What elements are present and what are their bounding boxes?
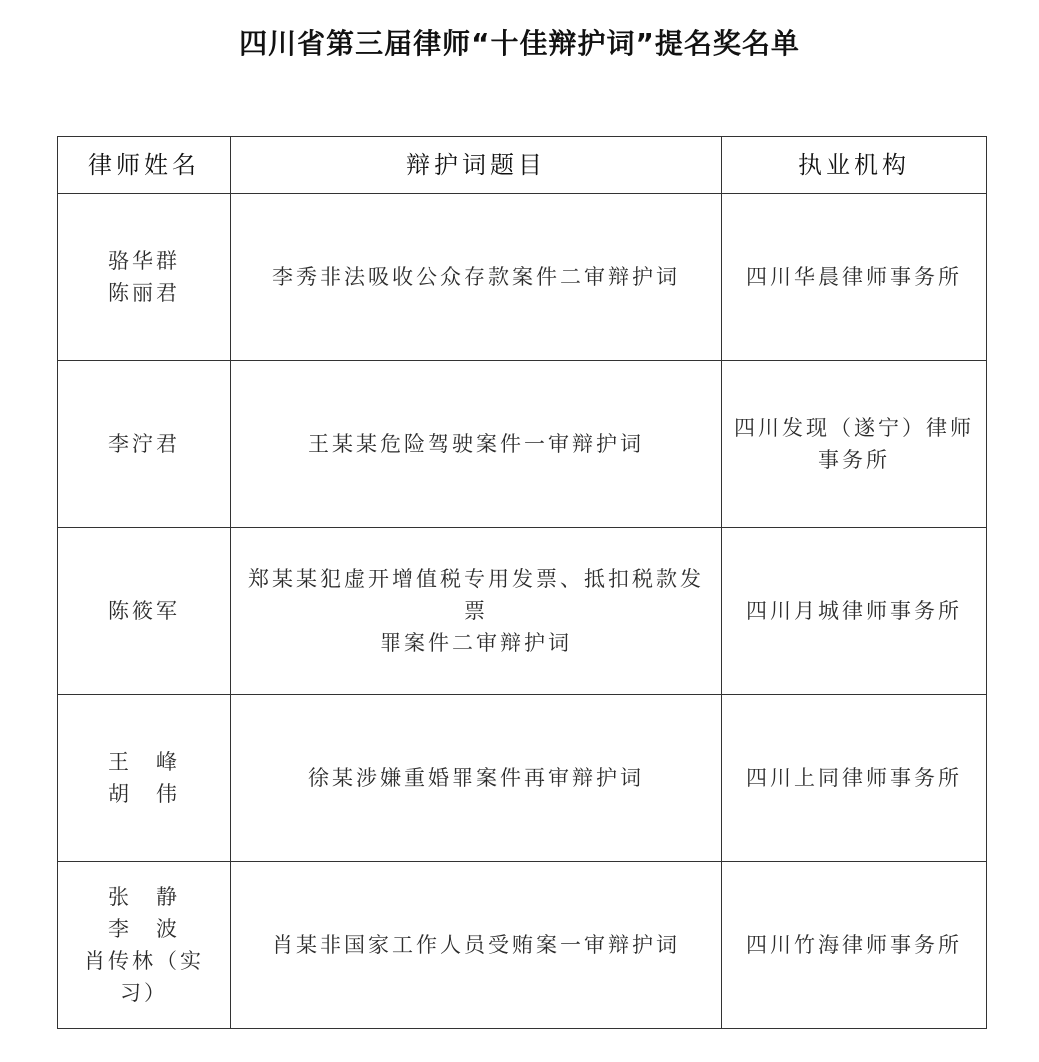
table-row [58, 695, 987, 862]
defense-title: 罪案件二审辩护词 [380, 631, 572, 655]
lawyer-name-cell [58, 695, 231, 862]
lawyer-name: 肖传林（实习） [84, 949, 204, 1005]
lawyer-name-cell [58, 194, 231, 361]
lawyer-name-cell [58, 862, 231, 1029]
table-header-row [58, 137, 987, 194]
header-defense-title: 辩护词题目 [231, 137, 722, 194]
law-firm-cell [722, 695, 987, 862]
law-firm: 事务所 [818, 448, 890, 472]
defense-title: 郑某某犯虚开增值税专用发票、抵扣税款发票 [248, 567, 704, 623]
defense-title: 李秀非法吸收公众存款案件二审辩护词 [272, 265, 680, 289]
lawyer-name: 王 峰 [108, 750, 180, 774]
defense-title-cell [231, 862, 722, 1029]
lawyer-name: 李 波 [108, 917, 180, 941]
law-firm-cell [722, 862, 987, 1029]
lawyer-name: 陈筱军 [108, 599, 180, 623]
lawyer-name: 张 静 [108, 885, 180, 909]
lawyer-name: 陈丽君 [108, 281, 180, 305]
table-row [58, 361, 987, 528]
defense-title: 肖某非国家工作人员受贿案一审辩护词 [272, 933, 680, 957]
table-row [58, 528, 987, 695]
header-law-firm: 执业机构 [722, 137, 987, 194]
page-title: 四川省第三届律师“十佳辩护词”提名奖名单 [239, 27, 800, 60]
lawyer-name-cell [58, 528, 231, 695]
nominee-table [57, 136, 987, 1029]
defense-title-cell [231, 361, 722, 528]
law-firm: 四川上同律师事务所 [746, 766, 962, 790]
law-firm: 四川月城律师事务所 [746, 599, 962, 623]
law-firm-cell [722, 361, 987, 528]
table-row [58, 862, 987, 1029]
law-firm-cell [722, 194, 987, 361]
law-firm-cell [722, 528, 987, 695]
header-lawyer-name: 律师姓名 [58, 137, 231, 194]
lawyer-name-cell [58, 361, 231, 528]
lawyer-name: 胡 伟 [108, 782, 180, 806]
lawyer-name: 李泞君 [108, 432, 180, 456]
defense-title: 徐某涉嫌重婚罪案件再审辩护词 [308, 766, 644, 790]
law-firm: 四川发现（遂宁）律师 [734, 416, 974, 440]
table-row [58, 194, 987, 361]
defense-title-cell [231, 194, 722, 361]
defense-title-cell [231, 528, 722, 695]
defense-title: 王某某危险驾驶案件一审辩护词 [308, 432, 644, 456]
law-firm: 四川华晨律师事务所 [746, 265, 962, 289]
law-firm: 四川竹海律师事务所 [746, 933, 962, 957]
lawyer-name: 骆华群 [108, 249, 180, 273]
defense-title-cell [231, 695, 722, 862]
